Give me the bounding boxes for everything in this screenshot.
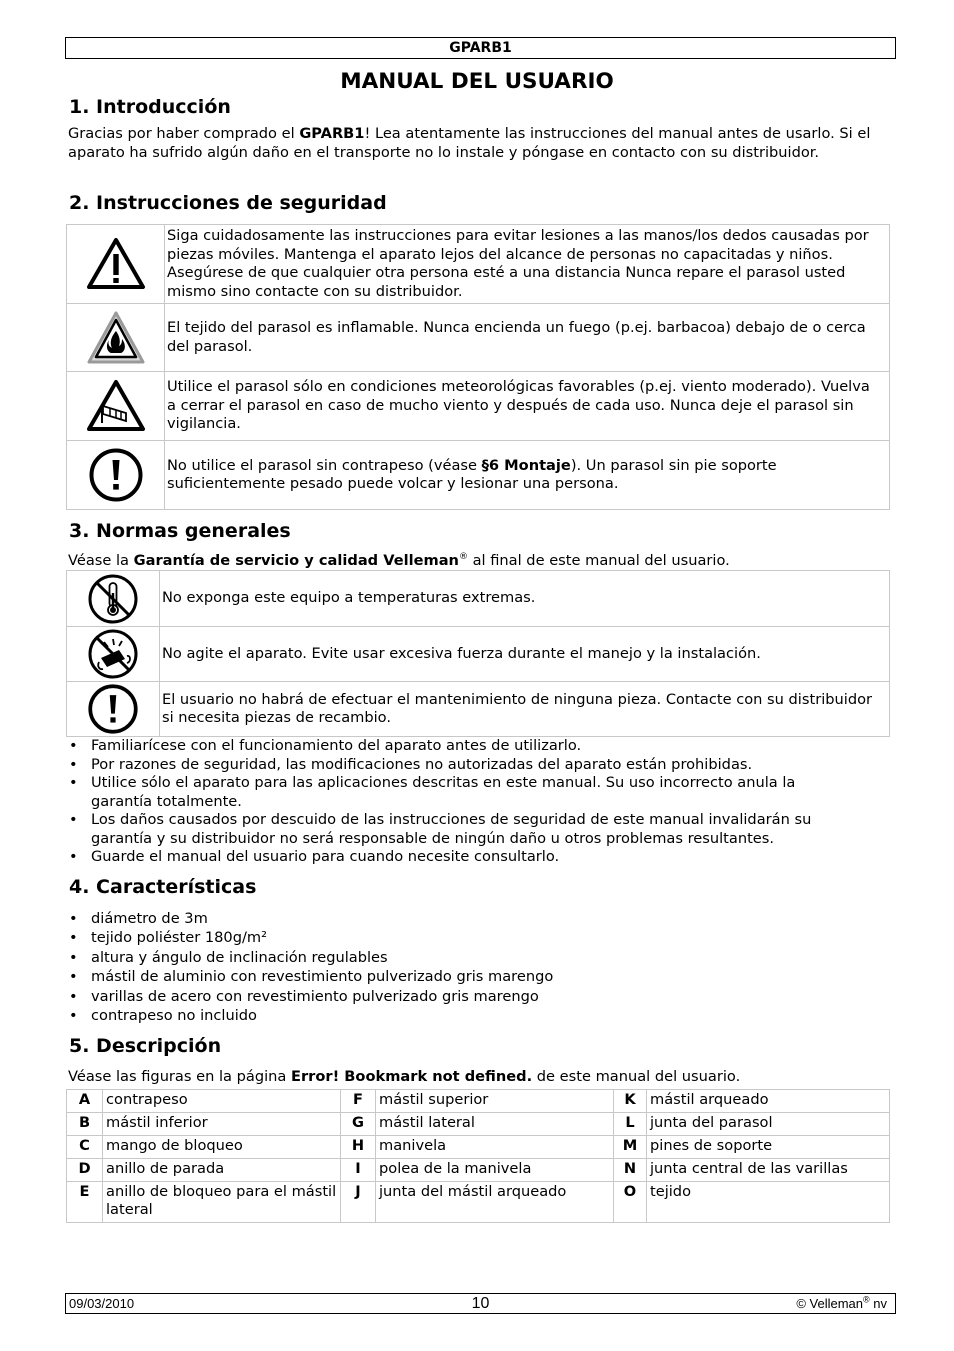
part-key: M [614, 1136, 647, 1159]
intro-model-bold: GPARB1 [299, 125, 365, 142]
part-key: E [67, 1182, 103, 1223]
no-extreme-temperature-icon [87, 573, 139, 625]
part-name: mástil arqueado [647, 1090, 890, 1113]
general-intro-sup: ® [458, 552, 468, 563]
list-item: • Utilice sólo el aparato para las aplicaciones descritas en este manual. Su uso incorrecto anula la garantía totalmente. [68, 774, 858, 811]
safety-text: Utilice el parasol sólo en condiciones meteorológicas favorables (p.ej. viento moderado). Vuelva a cerrar el parasol en caso de mucho viento y después de cada uso. Nunca deje el parasol sin vigilancia. [165, 372, 890, 441]
part-name: pines de soporte [647, 1136, 890, 1159]
part-key: L [614, 1113, 647, 1136]
footer-copyright-after: nv [869, 1296, 887, 1311]
heading-general: 3. Normas generales [69, 520, 291, 542]
footer-date: 09/03/2010 [69, 1296, 135, 1311]
part-name: junta del parasol [647, 1113, 890, 1136]
part-key: H [341, 1136, 376, 1159]
part-key: K [614, 1090, 647, 1113]
general-intro-before: Véase la [68, 552, 134, 569]
safety-text-bold: §6 Montaje [481, 456, 571, 474]
part-key: O [614, 1182, 647, 1223]
general-row [67, 571, 890, 627]
safety-text-after: ). Un parasol sin pie soporte suficientemente pesado puede volcar y lesionar una persona. [167, 456, 777, 492]
part-key: G [341, 1113, 376, 1136]
part-name: mástil inferior [103, 1113, 341, 1136]
general-intro [68, 552, 888, 571]
general-text: No exponga este equipo a temperaturas extremas. [160, 571, 890, 627]
safety-icon-cell [67, 441, 165, 510]
page-footer [65, 1293, 896, 1314]
intro-paragraph [68, 125, 888, 162]
table-row [67, 1159, 890, 1182]
no-shaking-icon [87, 628, 139, 680]
part-name: mástil lateral [376, 1113, 614, 1136]
safety-row [67, 441, 890, 510]
heading-description: 5. Descripción [69, 1035, 222, 1057]
safety-text [165, 441, 890, 510]
description-intro [68, 1068, 888, 1087]
list-item: • Guarde el manual del usuario para cuando necesite consultarlo. [68, 848, 858, 867]
safety-row [67, 304, 890, 372]
general-bullet-list [68, 737, 858, 867]
safety-text: Siga cuidadosamente las instrucciones para evitar lesiones a las manos/los dedos causadas por piezas móviles. Mantenga el aparato lejos del alcance de personas no capacitadas y niños. Asegúrese de que cualquier otra persona esté a una distancia Nunca repare el parasol usted mismo sino contacte con su distribuidor. [165, 225, 890, 304]
list-item: • Los daños causados por descuido de las instrucciones de seguridad de este manual invalidarán su garantía y su distribuidor no será responsable de ningún daño u otros problemas resultantes. [68, 811, 858, 848]
part-key: D [67, 1159, 103, 1182]
part-name: anillo de bloqueo para el mástil lateral [103, 1182, 341, 1223]
general-table [66, 570, 890, 737]
part-name: mástil superior [376, 1090, 614, 1113]
part-key: B [67, 1113, 103, 1136]
heading-safety: 2. Instrucciones de seguridad [69, 192, 387, 214]
list-item: • varillas de acero con revestimiento pulverizado gris marengo [68, 987, 858, 1006]
table-row [67, 1090, 890, 1113]
list-item: • mástil de aluminio con revestimiento pulverizado gris marengo [68, 967, 858, 986]
page-title: MANUAL DEL USUARIO [340, 69, 614, 94]
part-name: contrapeso [103, 1090, 341, 1113]
exclamation-circle-icon [88, 447, 144, 503]
safety-text: El tejido del parasol es inflamable. Nunca encienda un fuego (p.ej. barbacoa) debajo de o cerca del parasol. [165, 304, 890, 372]
footer-copyright-sup: ® [863, 1294, 870, 1305]
list-item: • diámetro de 3m [68, 909, 858, 928]
flammable-icon [86, 310, 146, 366]
description-intro-after: de este manual del usuario. [532, 1068, 741, 1085]
part-name: polea de la manivela [376, 1159, 614, 1182]
safety-row [67, 372, 890, 441]
general-icon-cell [67, 682, 160, 737]
safety-icon-cell [67, 225, 165, 304]
general-row [67, 627, 890, 682]
part-key: N [614, 1159, 647, 1182]
description-intro-bold: Error! Bookmark not defined. [290, 1068, 533, 1085]
heading-features: 4. Características [69, 876, 257, 898]
table-row [67, 1113, 890, 1136]
safety-text-before: No utilice el parasol sin contrapeso (véase [167, 456, 482, 474]
part-name: junta central de las varillas [647, 1159, 890, 1182]
general-text: El usuario no habrá de efectuar el mantenimiento de ninguna pieza. Contacte con su distribuidor si necesita piezas de recambio. [160, 682, 890, 737]
general-text: No agite el aparato. Evite usar excesiva fuerza durante el manejo y la instalación. [160, 627, 890, 682]
safety-icon-cell [67, 372, 165, 441]
part-key: I [341, 1159, 376, 1182]
description-intro-before: Véase las figuras en la página [68, 1068, 291, 1085]
part-name: anillo de parada [103, 1159, 341, 1182]
list-item: • altura y ángulo de inclinación regulables [68, 948, 858, 967]
safety-table [66, 224, 890, 510]
safety-icon-cell [67, 304, 165, 372]
table-row [67, 1136, 890, 1159]
intro-text-before: Gracias por haber comprado el [68, 125, 300, 142]
part-key: C [67, 1136, 103, 1159]
header-model: GPARB1 [65, 37, 896, 59]
list-item: • Familiarícese con el funcionamiento del aparato antes de utilizarlo. [68, 737, 858, 756]
part-name: tejido [647, 1182, 890, 1223]
wind-warning-icon [86, 379, 146, 433]
part-key: A [67, 1090, 103, 1113]
description-table [66, 1089, 890, 1223]
footer-page-number: 10 [471, 1295, 490, 1312]
heading-intro: 1. Introducción [69, 96, 231, 118]
general-icon-cell [67, 571, 160, 627]
general-row [67, 682, 890, 737]
part-name: mango de bloqueo [103, 1136, 341, 1159]
exclamation-circle-icon [87, 683, 139, 735]
general-icon-cell [67, 627, 160, 682]
warning-triangle-icon [86, 237, 146, 291]
list-item: • Por razones de seguridad, las modificaciones no autorizadas del aparato están prohibidas. [68, 756, 858, 775]
general-intro-bold: Garantía de servicio y calidad Velleman [133, 552, 459, 569]
list-item: • contrapeso no incluido [68, 1006, 858, 1025]
part-key: J [341, 1182, 376, 1223]
table-row [67, 1182, 890, 1223]
part-key: F [341, 1090, 376, 1113]
intro-text-after: ! Lea atentamente las instrucciones del manual antes de usarlo. Si el aparato ha sufrido algún daño en el transporte no lo instale y póngase en contacto con su distribuidor. [68, 125, 871, 161]
part-name: manivela [376, 1136, 614, 1159]
general-intro-after: al final de este manual del usuario. [467, 552, 730, 569]
list-item: • tejido poliéster 180g/m² [68, 928, 858, 947]
footer-copyright [796, 1294, 887, 1313]
safety-row [67, 225, 890, 304]
footer-copyright-before: © Velleman [796, 1296, 864, 1311]
part-name: junta del mástil arqueado [376, 1182, 614, 1223]
features-bullet-list [68, 909, 858, 1025]
